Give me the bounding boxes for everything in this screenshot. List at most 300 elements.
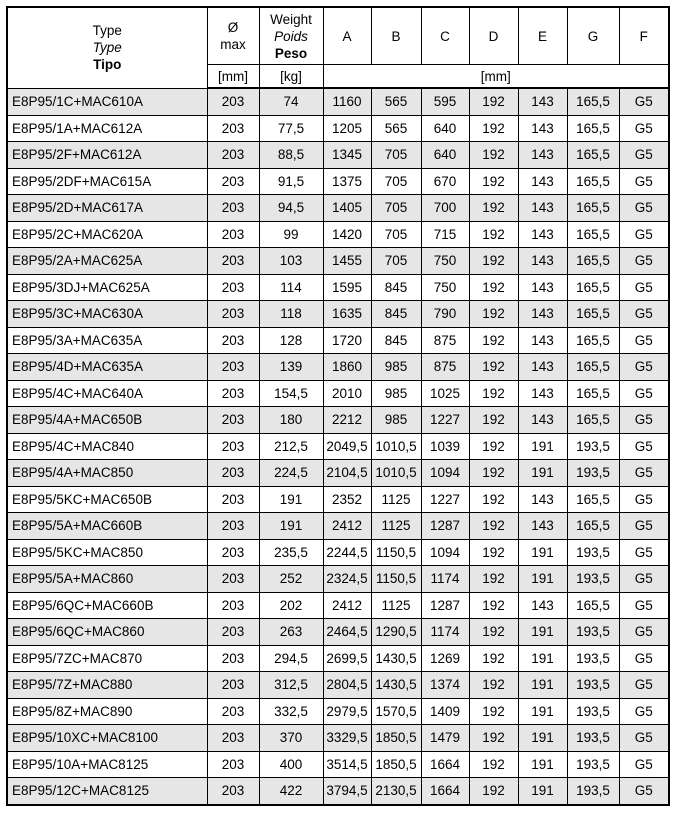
cell-b: 1010,5	[371, 460, 421, 487]
cell-g: 193,5	[567, 751, 619, 778]
cell-c: 1025	[421, 380, 469, 407]
cell-a: 1860	[323, 354, 371, 381]
cell-diameter: 203	[207, 778, 259, 805]
cell-type: E8P95/8Z+MAC890	[7, 698, 207, 725]
cell-b: 2130,5	[371, 778, 421, 805]
cell-e: 143	[518, 142, 567, 169]
cell-type: E8P95/2F+MAC612A	[7, 142, 207, 169]
cell-e: 191	[518, 566, 567, 593]
cell-diameter: 203	[207, 88, 259, 115]
table-row	[7, 513, 669, 540]
cell-f: G5	[619, 619, 669, 646]
cell-e: 143	[518, 301, 567, 328]
cell-weight: 224,5	[259, 460, 323, 487]
cell-type: E8P95/2D+MAC617A	[7, 195, 207, 222]
cell-f: G5	[619, 566, 669, 593]
cell-g: 193,5	[567, 433, 619, 460]
table-row	[7, 380, 669, 407]
cell-f: G5	[619, 433, 669, 460]
cell-diameter: 203	[207, 380, 259, 407]
cell-b: 1430,5	[371, 645, 421, 672]
cell-d: 192	[469, 698, 518, 725]
cell-c: 1409	[421, 698, 469, 725]
cell-weight: 202	[259, 592, 323, 619]
cell-c: 1174	[421, 566, 469, 593]
cell-d: 192	[469, 592, 518, 619]
cell-diameter: 203	[207, 725, 259, 752]
cell-weight: 312,5	[259, 672, 323, 699]
cell-b: 1150,5	[371, 539, 421, 566]
cell-c: 1479	[421, 725, 469, 752]
cell-a: 1595	[323, 274, 371, 301]
cell-type: E8P95/4C+MAC840	[7, 433, 207, 460]
cell-type: E8P95/3DJ+MAC625A	[7, 274, 207, 301]
cell-b: 565	[371, 88, 421, 115]
unit-dimensions: [mm]	[323, 65, 669, 89]
cell-weight: 235,5	[259, 539, 323, 566]
cell-g: 193,5	[567, 778, 619, 805]
cell-a: 1205	[323, 115, 371, 142]
table-row	[7, 751, 669, 778]
cell-g: 193,5	[567, 698, 619, 725]
cell-d: 192	[469, 513, 518, 540]
cell-type: E8P95/10A+MAC8125	[7, 751, 207, 778]
cell-d: 192	[469, 168, 518, 195]
cell-a: 2352	[323, 486, 371, 513]
cell-g: 165,5	[567, 142, 619, 169]
header-weight-it: Peso	[274, 45, 308, 61]
table-row	[7, 301, 669, 328]
cell-diameter: 203	[207, 115, 259, 142]
table-row	[7, 619, 669, 646]
header-col-b: B	[371, 7, 421, 65]
cell-b: 1010,5	[371, 433, 421, 460]
cell-b: 1125	[371, 513, 421, 540]
cell-d: 192	[469, 221, 518, 248]
cell-b: 705	[371, 248, 421, 275]
cell-c: 1227	[421, 486, 469, 513]
table-row	[7, 142, 669, 169]
cell-c: 1094	[421, 460, 469, 487]
cell-e: 143	[518, 195, 567, 222]
table-row	[7, 248, 669, 275]
table-body	[7, 88, 669, 805]
cell-f: G5	[619, 88, 669, 115]
cell-c: 1094	[421, 539, 469, 566]
cell-c: 1664	[421, 751, 469, 778]
cell-weight: 118	[259, 301, 323, 328]
table-row	[7, 698, 669, 725]
cell-weight: 400	[259, 751, 323, 778]
cell-f: G5	[619, 645, 669, 672]
cell-f: G5	[619, 354, 669, 381]
header-diameter-symbol: Ø	[227, 20, 239, 35]
cell-diameter: 203	[207, 539, 259, 566]
cell-type: E8P95/10XC+MAC8100	[7, 725, 207, 752]
cell-d: 192	[469, 327, 518, 354]
cell-b: 1125	[371, 592, 421, 619]
cell-c: 670	[421, 168, 469, 195]
cell-d: 192	[469, 725, 518, 752]
cell-c: 700	[421, 195, 469, 222]
cell-b: 705	[371, 195, 421, 222]
cell-diameter: 203	[207, 751, 259, 778]
unit-weight: [kg]	[259, 65, 323, 89]
cell-f: G5	[619, 778, 669, 805]
cell-weight: 263	[259, 619, 323, 646]
cell-d: 192	[469, 195, 518, 222]
table-row	[7, 486, 669, 513]
cell-b: 985	[371, 354, 421, 381]
cell-b: 565	[371, 115, 421, 142]
cell-g: 165,5	[567, 168, 619, 195]
cell-weight: 99	[259, 221, 323, 248]
cell-c: 1287	[421, 513, 469, 540]
cell-e: 191	[518, 433, 567, 460]
cell-d: 192	[469, 407, 518, 434]
cell-diameter: 203	[207, 168, 259, 195]
cell-a: 1160	[323, 88, 371, 115]
cell-diameter: 203	[207, 248, 259, 275]
cell-weight: 154,5	[259, 380, 323, 407]
cell-e: 191	[518, 751, 567, 778]
cell-weight: 94,5	[259, 195, 323, 222]
cell-weight: 252	[259, 566, 323, 593]
cell-a: 2412	[323, 513, 371, 540]
cell-type: E8P95/6QC+MAC660B	[7, 592, 207, 619]
cell-e: 143	[518, 592, 567, 619]
cell-e: 191	[518, 698, 567, 725]
header-type-it: Tipo	[93, 57, 122, 73]
cell-type: E8P95/4A+MAC650B	[7, 407, 207, 434]
cell-e: 143	[518, 407, 567, 434]
cell-d: 192	[469, 645, 518, 672]
header-diameter-label: max	[220, 37, 246, 52]
header-weight	[259, 7, 323, 65]
cell-d: 192	[469, 142, 518, 169]
cell-c: 1269	[421, 645, 469, 672]
cell-type: E8P95/1C+MAC610A	[7, 88, 207, 115]
cell-type: E8P95/2A+MAC625A	[7, 248, 207, 275]
table-row	[7, 778, 669, 805]
table-row	[7, 672, 669, 699]
cell-e: 143	[518, 221, 567, 248]
cell-g: 165,5	[567, 486, 619, 513]
cell-e: 143	[518, 248, 567, 275]
cell-type: E8P95/12C+MAC8125	[7, 778, 207, 805]
cell-g: 165,5	[567, 327, 619, 354]
cell-a: 3794,5	[323, 778, 371, 805]
cell-type: E8P95/5A+MAC860	[7, 566, 207, 593]
cell-a: 2979,5	[323, 698, 371, 725]
cell-b: 1125	[371, 486, 421, 513]
cell-e: 143	[518, 88, 567, 115]
cell-f: G5	[619, 221, 669, 248]
cell-e: 143	[518, 274, 567, 301]
cell-a: 2464,5	[323, 619, 371, 646]
table-row	[7, 354, 669, 381]
cell-e: 191	[518, 645, 567, 672]
cell-g: 193,5	[567, 619, 619, 646]
cell-b: 1570,5	[371, 698, 421, 725]
cell-diameter: 203	[207, 221, 259, 248]
cell-f: G5	[619, 301, 669, 328]
cell-e: 191	[518, 460, 567, 487]
table-row	[7, 460, 669, 487]
cell-g: 165,5	[567, 221, 619, 248]
cell-c: 1664	[421, 778, 469, 805]
cell-d: 192	[469, 751, 518, 778]
cell-c: 1287	[421, 592, 469, 619]
cell-diameter: 203	[207, 619, 259, 646]
cell-f: G5	[619, 751, 669, 778]
cell-e: 143	[518, 380, 567, 407]
cell-b: 705	[371, 142, 421, 169]
header-type-en: Type	[92, 23, 122, 39]
header-col-f: F	[619, 7, 669, 65]
cell-g: 193,5	[567, 725, 619, 752]
table-row	[7, 592, 669, 619]
cell-c: 1039	[421, 433, 469, 460]
cell-d: 192	[469, 88, 518, 115]
cell-g: 193,5	[567, 672, 619, 699]
table-row	[7, 566, 669, 593]
cell-weight: 332,5	[259, 698, 323, 725]
cell-e: 143	[518, 168, 567, 195]
cell-a: 2212	[323, 407, 371, 434]
cell-type: E8P95/5KC+MAC650B	[7, 486, 207, 513]
cell-f: G5	[619, 115, 669, 142]
table-row	[7, 115, 669, 142]
cell-e: 143	[518, 486, 567, 513]
cell-g: 165,5	[567, 513, 619, 540]
cell-type: E8P95/7ZC+MAC870	[7, 645, 207, 672]
cell-g: 165,5	[567, 274, 619, 301]
header-weight-fr: Poids	[274, 28, 308, 44]
cell-weight: 128	[259, 327, 323, 354]
cell-diameter: 203	[207, 274, 259, 301]
table-row	[7, 195, 669, 222]
cell-weight: 191	[259, 486, 323, 513]
table-row	[7, 88, 669, 115]
cell-c: 790	[421, 301, 469, 328]
cell-diameter: 203	[207, 327, 259, 354]
cell-d: 192	[469, 539, 518, 566]
cell-diameter: 203	[207, 433, 259, 460]
cell-g: 165,5	[567, 592, 619, 619]
cell-e: 191	[518, 539, 567, 566]
table-row	[7, 645, 669, 672]
cell-d: 192	[469, 566, 518, 593]
cell-d: 192	[469, 248, 518, 275]
cell-diameter: 203	[207, 698, 259, 725]
cell-b: 1150,5	[371, 566, 421, 593]
cell-b: 1850,5	[371, 725, 421, 752]
cell-weight: 77,5	[259, 115, 323, 142]
cell-diameter: 203	[207, 566, 259, 593]
cell-c: 1174	[421, 619, 469, 646]
cell-type: E8P95/2C+MAC620A	[7, 221, 207, 248]
cell-g: 165,5	[567, 301, 619, 328]
cell-e: 191	[518, 619, 567, 646]
cell-a: 2010	[323, 380, 371, 407]
cell-f: G5	[619, 327, 669, 354]
cell-b: 1290,5	[371, 619, 421, 646]
cell-weight: 370	[259, 725, 323, 752]
cell-f: G5	[619, 274, 669, 301]
cell-d: 192	[469, 354, 518, 381]
cell-b: 1430,5	[371, 672, 421, 699]
cell-c: 1227	[421, 407, 469, 434]
cell-diameter: 203	[207, 592, 259, 619]
cell-type: E8P95/5A+MAC660B	[7, 513, 207, 540]
cell-type: E8P95/3A+MAC635A	[7, 327, 207, 354]
cell-g: 165,5	[567, 380, 619, 407]
cell-d: 192	[469, 380, 518, 407]
cell-diameter: 203	[207, 645, 259, 672]
cell-d: 192	[469, 115, 518, 142]
cell-a: 1720	[323, 327, 371, 354]
header-row	[7, 7, 669, 65]
cell-f: G5	[619, 486, 669, 513]
cell-a: 2244,5	[323, 539, 371, 566]
cell-type: E8P95/2DF+MAC615A	[7, 168, 207, 195]
unit-diameter: [mm]	[207, 65, 259, 89]
table-row	[7, 539, 669, 566]
cell-weight: 294,5	[259, 645, 323, 672]
cell-diameter: 203	[207, 672, 259, 699]
cell-e: 191	[518, 778, 567, 805]
cell-g: 193,5	[567, 460, 619, 487]
cell-type: E8P95/4D+MAC635A	[7, 354, 207, 381]
cell-b: 845	[371, 327, 421, 354]
cell-f: G5	[619, 725, 669, 752]
cell-a: 2699,5	[323, 645, 371, 672]
cell-f: G5	[619, 142, 669, 169]
cell-weight: 74	[259, 88, 323, 115]
cell-b: 845	[371, 301, 421, 328]
cell-d: 192	[469, 672, 518, 699]
cell-e: 143	[518, 115, 567, 142]
cell-c: 715	[421, 221, 469, 248]
cell-b: 845	[371, 274, 421, 301]
cell-e: 143	[518, 354, 567, 381]
cell-a: 1405	[323, 195, 371, 222]
cell-c: 1374	[421, 672, 469, 699]
cell-f: G5	[619, 168, 669, 195]
cell-g: 165,5	[567, 195, 619, 222]
cell-a: 2412	[323, 592, 371, 619]
cell-b: 985	[371, 380, 421, 407]
cell-diameter: 203	[207, 301, 259, 328]
cell-weight: 180	[259, 407, 323, 434]
table-row	[7, 725, 669, 752]
cell-d: 192	[469, 619, 518, 646]
cell-g: 193,5	[567, 539, 619, 566]
table-row	[7, 221, 669, 248]
cell-a: 1455	[323, 248, 371, 275]
table-row	[7, 327, 669, 354]
header-type	[7, 7, 207, 88]
cell-e: 191	[518, 672, 567, 699]
cell-weight: 91,5	[259, 168, 323, 195]
header-col-c: C	[421, 7, 469, 65]
cell-a: 2324,5	[323, 566, 371, 593]
spec-table-wrapper	[6, 6, 670, 806]
cell-weight: 139	[259, 354, 323, 381]
cell-f: G5	[619, 592, 669, 619]
cell-g: 165,5	[567, 354, 619, 381]
cell-c: 875	[421, 354, 469, 381]
cell-b: 705	[371, 221, 421, 248]
cell-type: E8P95/7Z+MAC880	[7, 672, 207, 699]
cell-diameter: 203	[207, 195, 259, 222]
table-row	[7, 274, 669, 301]
cell-g: 165,5	[567, 115, 619, 142]
cell-a: 2804,5	[323, 672, 371, 699]
spec-table	[6, 6, 670, 806]
cell-f: G5	[619, 698, 669, 725]
cell-d: 192	[469, 460, 518, 487]
cell-d: 192	[469, 274, 518, 301]
cell-diameter: 203	[207, 407, 259, 434]
cell-e: 143	[518, 513, 567, 540]
cell-c: 875	[421, 327, 469, 354]
cell-weight: 422	[259, 778, 323, 805]
cell-weight: 114	[259, 274, 323, 301]
cell-g: 165,5	[567, 248, 619, 275]
cell-b: 1850,5	[371, 751, 421, 778]
cell-c: 640	[421, 115, 469, 142]
cell-f: G5	[619, 248, 669, 275]
header-col-g: G	[567, 7, 619, 65]
cell-type: E8P95/6QC+MAC860	[7, 619, 207, 646]
header-col-d: D	[469, 7, 518, 65]
cell-type: E8P95/4A+MAC850	[7, 460, 207, 487]
header-diameter	[207, 7, 259, 65]
cell-a: 1635	[323, 301, 371, 328]
header-col-e: E	[518, 7, 567, 65]
header-weight-en: Weight	[270, 11, 312, 27]
cell-diameter: 203	[207, 142, 259, 169]
cell-a: 1420	[323, 221, 371, 248]
cell-c: 640	[421, 142, 469, 169]
cell-type: E8P95/5KC+MAC850	[7, 539, 207, 566]
cell-f: G5	[619, 195, 669, 222]
cell-a: 1345	[323, 142, 371, 169]
table-row	[7, 433, 669, 460]
cell-type: E8P95/1A+MAC612A	[7, 115, 207, 142]
cell-a: 2104,5	[323, 460, 371, 487]
cell-diameter: 203	[207, 460, 259, 487]
cell-c: 595	[421, 88, 469, 115]
cell-d: 192	[469, 433, 518, 460]
cell-e: 143	[518, 327, 567, 354]
table-row	[7, 168, 669, 195]
cell-type: E8P95/4C+MAC640A	[7, 380, 207, 407]
cell-d: 192	[469, 778, 518, 805]
table-row	[7, 407, 669, 434]
cell-d: 192	[469, 486, 518, 513]
cell-a: 1375	[323, 168, 371, 195]
cell-c: 750	[421, 274, 469, 301]
cell-f: G5	[619, 539, 669, 566]
cell-a: 2049,5	[323, 433, 371, 460]
cell-f: G5	[619, 672, 669, 699]
cell-g: 165,5	[567, 88, 619, 115]
cell-b: 985	[371, 407, 421, 434]
cell-weight: 191	[259, 513, 323, 540]
